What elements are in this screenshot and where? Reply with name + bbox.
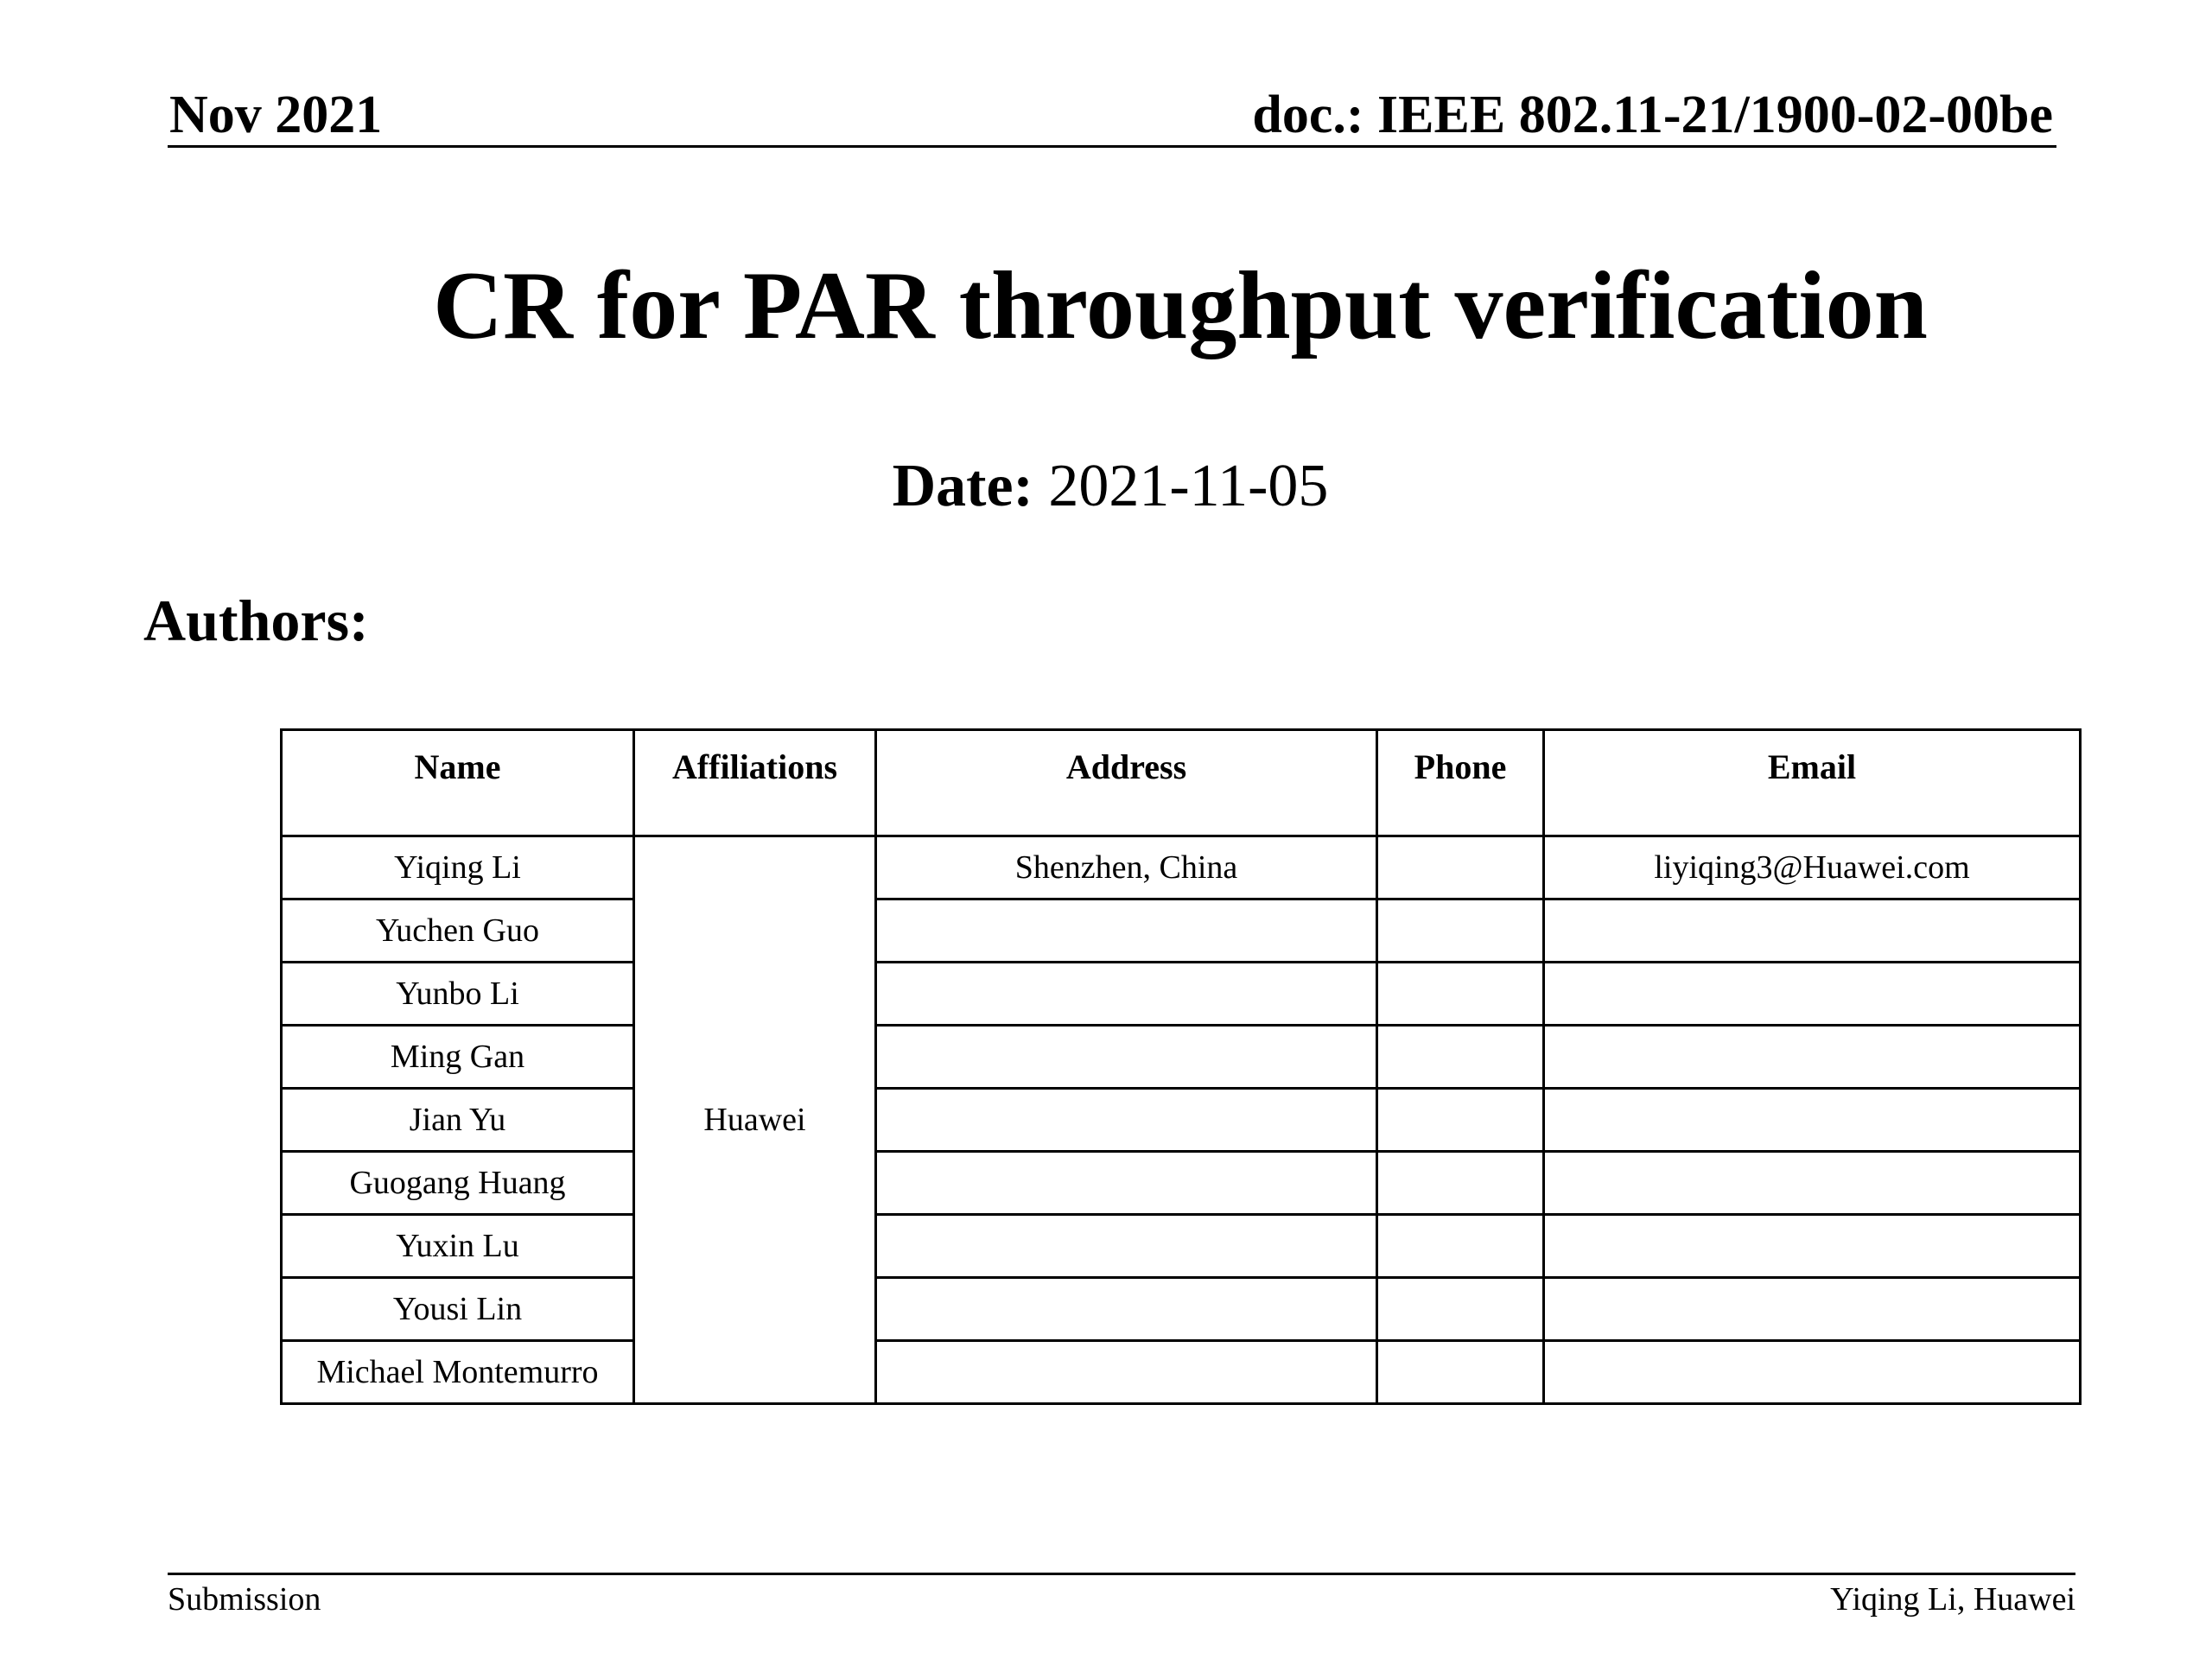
author-phone bbox=[1377, 1215, 1544, 1278]
author-phone bbox=[1377, 1089, 1544, 1152]
footer-submission: Submission bbox=[168, 1581, 321, 1618]
author-phone bbox=[1377, 836, 1544, 899]
author-address bbox=[876, 1278, 1377, 1341]
header-date: Nov 2021 bbox=[169, 86, 383, 144]
author-phone bbox=[1377, 1341, 1544, 1404]
author-phone bbox=[1377, 1152, 1544, 1215]
author-name: Yousi Lin bbox=[282, 1278, 634, 1341]
author-phone bbox=[1377, 963, 1544, 1026]
authors-heading: Authors: bbox=[143, 588, 369, 653]
table-header-row bbox=[282, 730, 2081, 836]
author-address bbox=[876, 1026, 1377, 1089]
table-row bbox=[282, 1152, 2081, 1215]
author-email bbox=[1544, 1215, 2081, 1278]
column-header-address: Address bbox=[876, 730, 1377, 836]
author-address: Shenzhen, China bbox=[876, 836, 1377, 899]
table-row bbox=[282, 1341, 2081, 1404]
table-row bbox=[282, 1215, 2081, 1278]
table-row bbox=[282, 1026, 2081, 1089]
date-value: 2021-11-05 bbox=[1033, 453, 1329, 519]
author-phone bbox=[1377, 899, 1544, 963]
header-doc-id: doc.: IEEE 802.11-21/1900-02-00be bbox=[1252, 86, 2053, 144]
footer-rule bbox=[168, 1573, 2075, 1575]
author-name: Yiqing Li bbox=[282, 836, 634, 899]
author-email bbox=[1544, 963, 2081, 1026]
table-row bbox=[282, 1089, 2081, 1152]
author-phone bbox=[1377, 1278, 1544, 1341]
author-name: Yuxin Lu bbox=[282, 1215, 634, 1278]
column-header-name: Name bbox=[282, 730, 634, 836]
date-label: Date: bbox=[892, 453, 1033, 519]
table-row bbox=[282, 836, 2081, 899]
date-line bbox=[0, 453, 2212, 519]
slide-title: CR for PAR throughput verification bbox=[433, 252, 1928, 359]
author-name: Jian Yu bbox=[282, 1089, 634, 1152]
author-name: Ming Gan bbox=[282, 1026, 634, 1089]
author-email bbox=[1544, 1089, 2081, 1152]
author-address bbox=[876, 899, 1377, 963]
column-header-phone: Phone bbox=[1377, 730, 1544, 836]
author-address bbox=[876, 1341, 1377, 1404]
author-address bbox=[876, 1089, 1377, 1152]
table-row bbox=[282, 963, 2081, 1026]
author-name: Guogang Huang bbox=[282, 1152, 634, 1215]
author-email bbox=[1544, 1341, 2081, 1404]
column-header-affiliations: Affiliations bbox=[634, 730, 876, 836]
author-name: Yunbo Li bbox=[282, 963, 634, 1026]
author-address bbox=[876, 1215, 1377, 1278]
author-name: Michael Montemurro bbox=[282, 1341, 634, 1404]
author-address bbox=[876, 1152, 1377, 1215]
author-email bbox=[1544, 899, 2081, 963]
author-email bbox=[1544, 1026, 2081, 1089]
author-address bbox=[876, 963, 1377, 1026]
author-email bbox=[1544, 1278, 2081, 1341]
author-email bbox=[1544, 1152, 2081, 1215]
table-row bbox=[282, 1278, 2081, 1341]
author-affiliation: Huawei bbox=[634, 836, 876, 1404]
table-row bbox=[282, 899, 2081, 963]
author-phone bbox=[1377, 1026, 1544, 1089]
author-email: liyiqing3@Huawei.com bbox=[1544, 836, 2081, 899]
header-rule bbox=[168, 145, 2056, 148]
footer-author: Yiqing Li, Huawei bbox=[1830, 1581, 2075, 1618]
authors-table bbox=[280, 728, 2082, 1405]
column-header-email: Email bbox=[1544, 730, 2081, 836]
author-name: Yuchen Guo bbox=[282, 899, 634, 963]
